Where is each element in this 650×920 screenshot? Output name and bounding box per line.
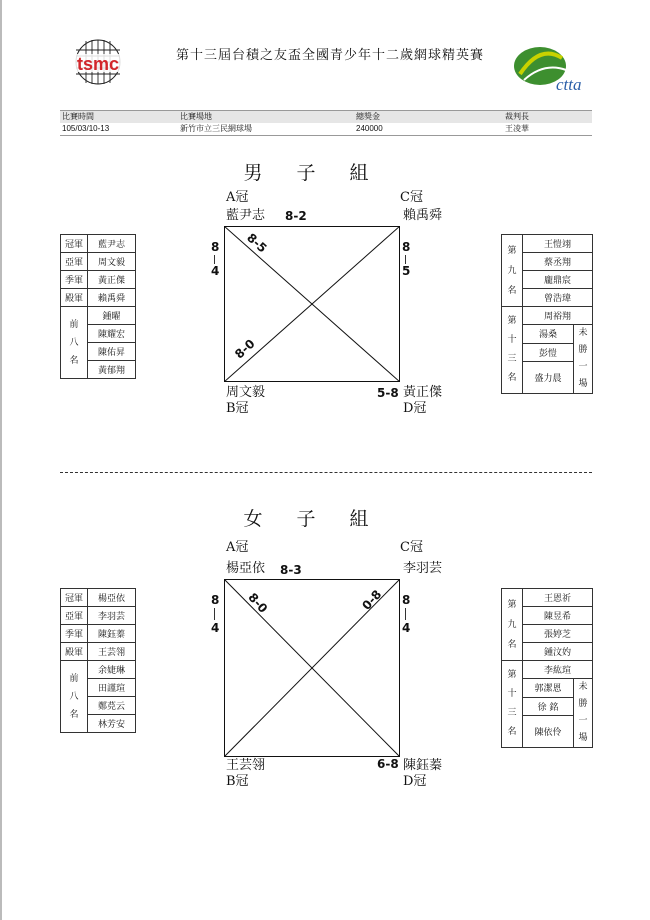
boys-standings-table (60, 234, 136, 379)
page-edge (0, 0, 2, 920)
table-row (502, 235, 593, 253)
boys-score-right-bottom: 5 (402, 264, 411, 278)
boys-fourth-label: 殿軍 (61, 289, 88, 307)
girls-ninth-label (502, 589, 523, 661)
girls-group-title: 女 子 組 (243, 508, 383, 530)
table-row (61, 589, 136, 607)
boys-thirteenth-label-4: 名 (507, 373, 517, 383)
girls-b-label: B冠 (226, 774, 249, 789)
boys-score-diag-b: 8-0 (232, 336, 258, 362)
girls-champion: 楊亞依 (88, 589, 136, 607)
boys-d-label: D冠 (403, 401, 427, 416)
table-row (61, 289, 136, 307)
boys-ninth-label-1: 第 (507, 245, 517, 256)
girls-champion-label: 冠軍 (61, 589, 88, 607)
girls-top8-label-3: 名 (69, 709, 79, 720)
boys-a-label: A冠 (226, 190, 249, 205)
girls-score-bottom-right: 6-8 (377, 757, 399, 771)
girls-ninth-label-2: 九 (507, 619, 517, 630)
boys-score-bottom-right: 5-8 (377, 386, 399, 400)
boys-bracket-diagram (224, 226, 400, 382)
table-row (61, 253, 136, 271)
boys-winless-note (574, 325, 593, 394)
girls-a-label: A冠 (226, 540, 249, 555)
boys-ninth-label (502, 235, 523, 307)
boys-thirteenth-2: 湯桑 (523, 325, 574, 344)
girls-score-left-dash (214, 608, 215, 620)
girls-score-left-top: 8 (211, 593, 220, 607)
girls-thirteenth-4: 陳依伶 (523, 716, 574, 748)
girls-fourth: 王芸翎 (88, 643, 136, 661)
boys-ninth-label-3: 名 (507, 285, 517, 296)
girls-standings-table (60, 588, 136, 733)
boys-score-right-top: 8 (402, 240, 411, 254)
ctta-logo-text: ctta (556, 75, 582, 94)
boys-thirteenth-4: 盛力晨 (523, 362, 574, 394)
boys-top8-label (61, 307, 88, 379)
girls-thirteenth-label (502, 661, 523, 748)
info-value-prize: 240000 (356, 124, 383, 133)
table-row (61, 607, 136, 625)
table-row (61, 625, 136, 643)
girls-thirteenth-1: 李紘瑄 (523, 661, 593, 679)
boys-thirteenth-label (502, 307, 523, 394)
boys-ninth-3: 龐鼎宸 (523, 271, 593, 289)
boys-score-left-dash (214, 255, 215, 264)
boys-top8-label-2: 八 (69, 337, 79, 348)
girls-score-diag-a: 8-0 (245, 590, 271, 616)
table-row (61, 271, 136, 289)
boys-ninth-2: 蔡丞翔 (523, 253, 593, 271)
boys-c-label: C冠 (400, 190, 423, 205)
table-row (61, 643, 136, 661)
boys-note-4: 場 (578, 379, 588, 389)
girls-top8-label (61, 661, 88, 733)
boys-thirteenth-label-3: 三 (507, 354, 517, 364)
boys-runner-up-label: 亞軍 (61, 253, 88, 271)
girls-thirteenth-label-1: 第 (507, 670, 517, 680)
girls-player-b: 王芸翎 (226, 758, 266, 773)
boys-score-top: 8-2 (285, 209, 307, 223)
girls-score-diag-c: 0-8 (359, 587, 385, 613)
girls-ninth-1: 王恩祈 (523, 589, 593, 607)
girls-top8-2: 田謹瑄 (88, 679, 136, 697)
girls-top8-label-1: 前 (69, 673, 79, 684)
girls-thirteenth-2: 郭潔恩 (523, 679, 574, 698)
tsmc-logo-text: tsmc (76, 54, 120, 74)
girls-note-3: 一 (578, 716, 588, 726)
table-row (61, 661, 136, 679)
girls-ninth-4: 鍾汶妁 (523, 643, 593, 661)
boys-ninth-4: 曾浩瑋 (523, 289, 593, 307)
info-label-referee: 裁判長 (505, 112, 529, 121)
boys-top8-1: 鍾曜 (88, 307, 136, 325)
tournament-title: 第十三屆台積之友盃全國青少年十二歲網球精英賽 (175, 48, 484, 63)
girls-thirteenth-label-3: 三 (507, 708, 517, 718)
info-value-time: 105/03/10-13 (62, 124, 110, 133)
girls-runner-up-label: 亞軍 (61, 607, 88, 625)
girls-top8-3: 鄭莌云 (88, 697, 136, 715)
boys-player-c: 賴禹舜 (403, 208, 443, 223)
boys-third: 黃正傑 (88, 271, 136, 289)
ctta-logo (510, 44, 592, 96)
table-row (502, 307, 593, 325)
boys-score-right-dash (405, 255, 406, 264)
girls-note-2: 勝 (578, 699, 588, 709)
girls-ninth-label-3: 名 (507, 639, 517, 650)
boys-thirteenth-3: 彭愷 (523, 343, 574, 362)
boys-b-label: B冠 (226, 401, 249, 416)
girls-score-top: 8-3 (280, 563, 302, 577)
boys-ninth-label-2: 九 (507, 265, 517, 276)
table-row (61, 307, 136, 325)
info-label-venue: 比賽場地 (180, 112, 212, 121)
girls-d-label: D冠 (403, 774, 427, 789)
girls-top8-1: 余婕琳 (88, 661, 136, 679)
boys-thirteenth-1: 周裕翔 (523, 307, 593, 325)
table-row (61, 235, 136, 253)
girls-thirteenth-label-2: 十 (507, 689, 517, 699)
girls-runner-up: 李羽芸 (88, 607, 136, 625)
match-info-table (60, 110, 592, 136)
boys-player-a: 藍尹志 (226, 208, 266, 223)
girls-ninth-label-1: 第 (507, 599, 517, 610)
boys-top8-3: 陳佑昇 (88, 343, 136, 361)
boys-thirteenth-label-2: 十 (507, 335, 517, 345)
boys-third-label: 季軍 (61, 271, 88, 289)
boys-runner-up: 周文毅 (88, 253, 136, 271)
boys-note-1: 未 (578, 328, 588, 338)
girls-score-right-top: 8 (402, 593, 411, 607)
girls-thirteenth-3: 徐 銘 (523, 697, 574, 716)
girls-note-4: 場 (578, 733, 588, 743)
boys-group-title: 男 子 組 (243, 162, 383, 184)
girls-top8-4: 林芳安 (88, 715, 136, 733)
boys-score-left-top: 8 (211, 240, 220, 254)
boys-thirteenth-label-1: 第 (507, 316, 517, 326)
tsmc-logo (63, 38, 133, 90)
girls-score-right-dash (405, 608, 406, 620)
girls-winless-note (574, 679, 593, 748)
girls-c-label: C冠 (400, 540, 423, 555)
girls-score-left-bottom: 4 (211, 621, 220, 635)
boys-top8-4: 黃郁翔 (88, 361, 136, 379)
girls-top8-label-2: 八 (69, 691, 79, 702)
girls-third: 陳鈺蓁 (88, 625, 136, 643)
girls-fourth-label: 殿軍 (61, 643, 88, 661)
table-row (502, 661, 593, 679)
girls-third-label: 季軍 (61, 625, 88, 643)
girls-player-d: 陳鈺蓁 (403, 758, 443, 773)
boys-note-2: 勝 (578, 345, 588, 355)
girls-player-c: 李羽芸 (403, 561, 443, 576)
info-label-prize: 總獎金 (356, 112, 380, 121)
boys-score-diag-a: 8-5 (244, 230, 270, 256)
girls-ninth-thirteenth-table (501, 588, 593, 748)
boys-player-d: 黃正傑 (403, 385, 443, 400)
boys-player-b: 周文毅 (226, 385, 266, 400)
girls-player-a: 楊亞依 (226, 561, 266, 576)
table-row (502, 589, 593, 607)
girls-score-right-bottom: 4 (402, 621, 411, 635)
boys-fourth: 賴禹舜 (88, 289, 136, 307)
boys-top8-label-3: 名 (69, 355, 79, 366)
girls-note-1: 未 (578, 682, 588, 692)
section-divider (60, 472, 592, 473)
boys-score-left-bottom: 4 (211, 264, 220, 278)
info-value-referee: 王凌華 (505, 124, 529, 133)
girls-ninth-3: 張婷芝 (523, 625, 593, 643)
boys-champion-label: 冠軍 (61, 235, 88, 253)
boys-top8-label-1: 前 (69, 319, 79, 330)
girls-thirteenth-label-4: 名 (507, 727, 517, 737)
boys-note-3: 一 (578, 362, 588, 372)
info-label-time: 比賽時間 (62, 112, 94, 121)
info-value-venue: 新竹市立三民網球場 (180, 124, 252, 133)
boys-ninth-1: 王愷翊 (523, 235, 593, 253)
boys-top8-2: 陳耀宏 (88, 325, 136, 343)
boys-champion: 藍尹志 (88, 235, 136, 253)
girls-ninth-2: 陳昱希 (523, 607, 593, 625)
boys-ninth-thirteenth-table (501, 234, 593, 394)
